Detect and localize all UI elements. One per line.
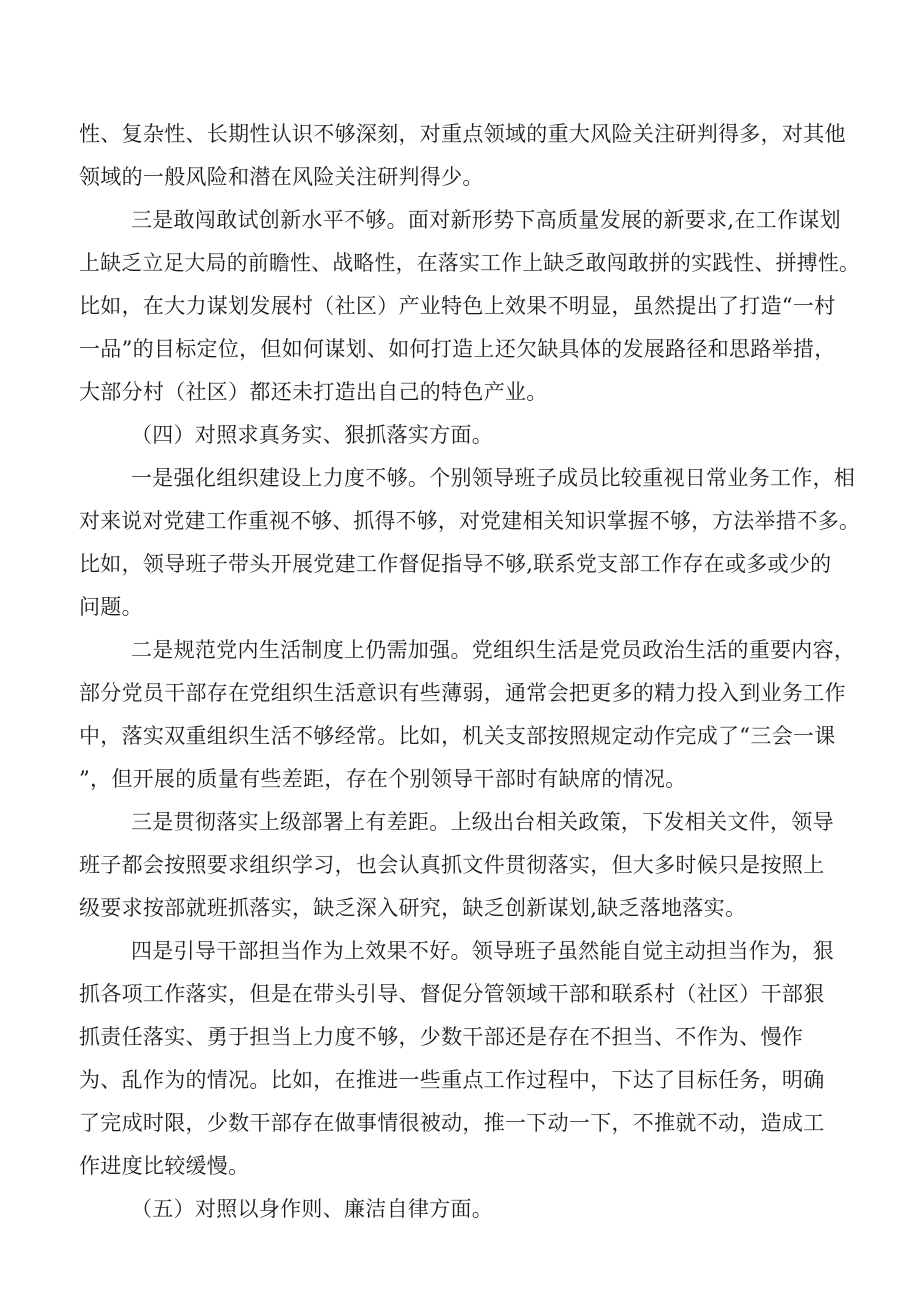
text-line-2: 领域的一般风险和潜在风险关注研判得少。 [79,165,484,189]
text-line-4: 上缺乏立足大局的前瞻性、战略性，在落实工作上缺乏敢闯敢拼的实践性、拼搏性。 [79,251,861,275]
text-line-24: 了完成时限，少数干部存在做事情很被动，推一下动一下，不推就不动，造成工 [79,1111,825,1135]
text-line-13: 二是规范党内生活制度上仍需加强。党组织生活是党员政治生活的重要内容， [131,638,856,662]
text-line-20: 四是引导干部担当作为上效果不好。领导班子虽然能自觉主动担当作为，狠 [131,939,834,963]
section-heading-4: （四）对照求真务实、狠抓落实方面。 [131,423,494,447]
text-line-19: 级要求按部就班抓落实，缺乏深入研究，缺乏创新谋划,缺乏落地落实。 [79,896,747,920]
text-line-6: 一品”的目标定位，但如何谋划、如何打造上还欠缺具体的发展路径和思路举措， [79,337,836,361]
text-line-1: 性、复杂性、长期性认识不够深刻，对重点领域的重大风险关注研判得多，对其他 [79,122,846,146]
text-line-11: 比如，领导班子带头开展党建工作督促指导不够,联系党支部工作存在或多或少的 [79,552,832,576]
text-line-17: 三是贯彻落实上级部署上有差距。上级出台相关政策，下发相关文件，领导 [131,810,834,834]
text-line-12: 问题。 [79,595,143,619]
text-line-22: 抓责任落实、勇于担当上力度不够，少数干部还是存在不担当、不作为、慢作 [79,1025,804,1049]
text-line-3: 三是敢闯敢试创新水平不够。面对新形势下高质量发展的新要求,在工作谋划 [131,208,841,232]
text-line-14: 部分党员干部存在党组织生活意识有些薄弱，通常会把更多的精力投入到业务工作 [79,681,846,705]
text-line-10: 对来说对党建工作重视不够、抓得不够，对党建相关知识掌握不够，方法举措不多。 [79,509,861,533]
text-line-9: 一是强化组织建设上力度不够。个别领导班子成员比较重视日常业务工作，相 [131,466,856,490]
text-line-23: 为、乱作为的情况。比如，在推进一些重点工作过程中，下达了目标任务，明确 [79,1068,825,1092]
text-line-21: 抓各项工作落实，但是在带头引导、督促分管领域干部和联系村（社区）干部狠 [79,982,825,1006]
text-line-25: 作进度比较缓慢。 [79,1154,250,1178]
text-line-18: 班子都会按照要求组织学习，也会认真抓文件贯彻落实，但大多时候只是按照上 [79,853,825,877]
section-heading-5: （五）对照以身作则、廉洁自律方面。 [131,1197,494,1221]
text-line-5: 比如，在大力谋划发展村（社区）产业特色上效果不明显，虽然提出了打造“一村 [79,294,836,318]
text-line-15: 中，落实双重组织生活不够经常。比如，机关支部按照规定动作完成了“三会一课 [79,724,836,748]
text-line-7: 大部分村（社区）都还未打造出自己的特色产业。 [79,380,548,404]
text-line-16: ”，但开展的质量有些差距，存在个别领导干部时有缺席的情况。 [79,767,687,791]
